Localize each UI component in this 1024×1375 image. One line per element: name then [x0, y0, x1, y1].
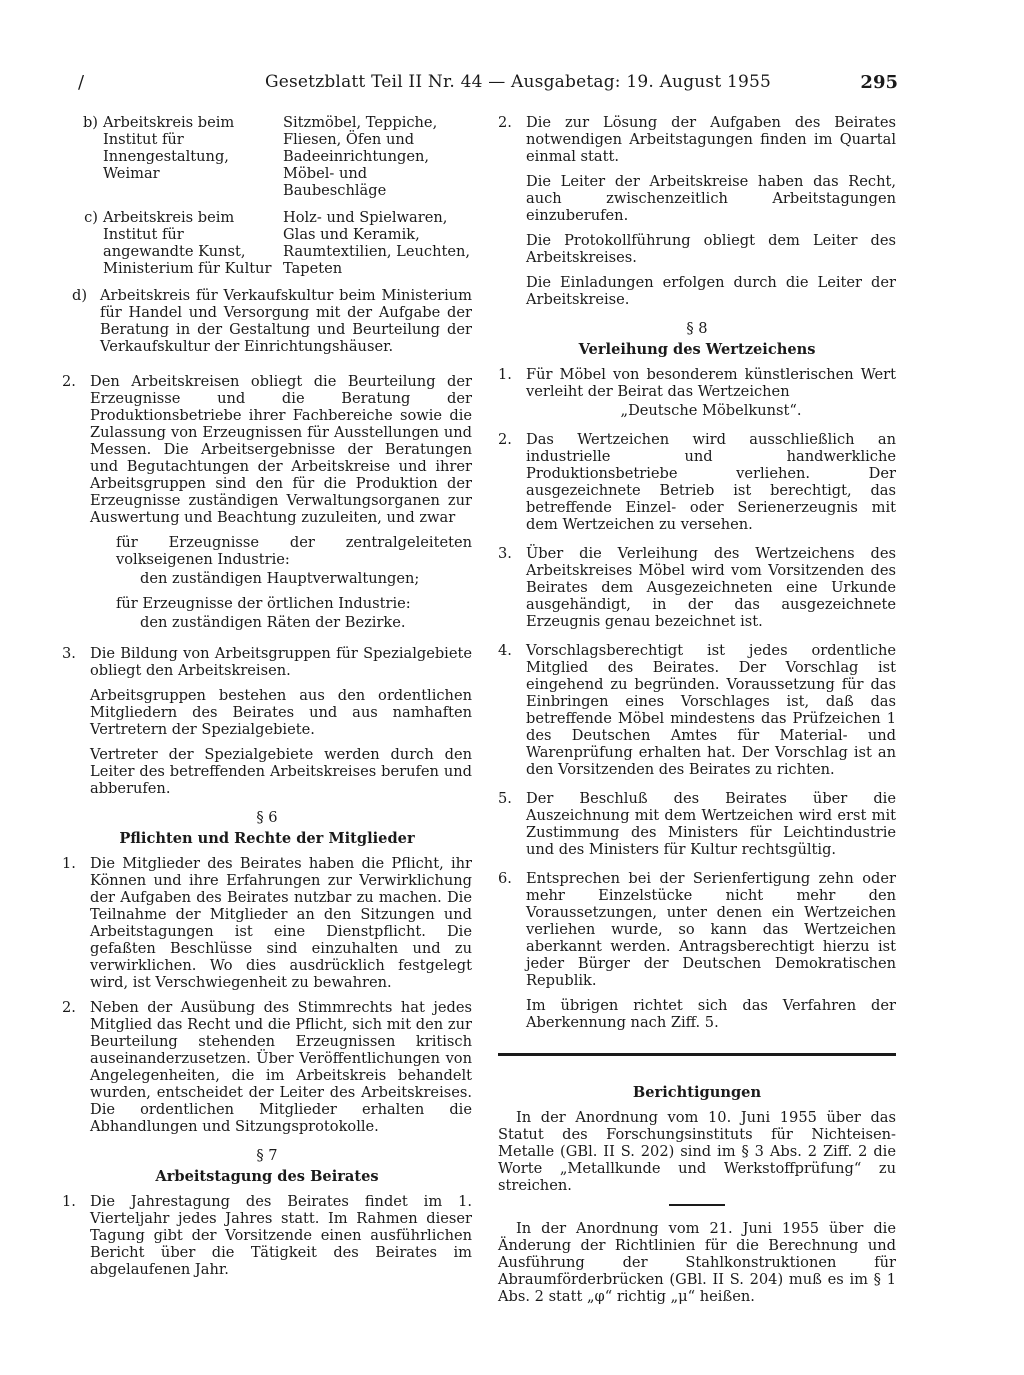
sub-line: den zuständigen Räten der Bezirke. [140, 614, 406, 631]
list-marker: b) [82, 114, 98, 131]
section-heading: Verleihung des Wertzeichens [578, 341, 816, 358]
item-number: 1. [62, 855, 76, 872]
sub-line: für Erzeugnisse der örtlichen Industrie: [116, 595, 411, 612]
list-marker: d) [72, 287, 88, 304]
short-divider [669, 1204, 725, 1206]
item-number: 1. [498, 366, 512, 383]
correction-paragraph: In der Anordnung vom 10. Juni 1955 über das Statut des Forschungsinstituts für Nichteisen-Metalle (GBl. II S. 202) sind im § 3 Abs. 2 Ziff. 2 die Worte „Metallkunde und Werkstoffprüfung“ zu streichen. [498, 1109, 896, 1194]
numbered-item [498, 870, 896, 989]
section-number: § 6 [256, 809, 278, 826]
item-text: Entsprechen bei der Serienfertigung zehn oder mehr Einzelstücke nicht mehr den Voraussetzungen, unter denen ein Wertzeichen verliehen wurde, so kann das Wertzeichen aberkannt werden. Antragsberechtigt hierzu ist jeder Bürger der Deutschen Demokratischen Republik. [526, 870, 896, 989]
right-column [498, 114, 896, 1315]
quoted-name: „Deutsche Möbelkunst“. [620, 402, 802, 419]
paragraph: Die Protokollführung obliegt dem Leiter des Arbeitskreises. [526, 232, 896, 266]
sub-line: den zuständigen Hauptverwaltungen; [140, 570, 420, 587]
list-label: Arbeitskreis beim Institut für angewandte Kunst, Ministerium für Kultur [103, 209, 272, 277]
page-header [78, 72, 898, 98]
item-text: Den Arbeitskreisen obliegt die Beurteilung der Erzeugnisse und die Beratung der Produktionsbetriebe ihrer Fachbereiche sowie die Zulassung von Erzeugnissen für Ausstellungen und Messen. Die Arbeitsergebnisse der Beratungen und Begutachtungen der Arbeitskreise und ihrer Arbeitsgruppen sind den für die Produktion der Erzeugnisse zuständigen Verwaltungsorganen zur Auswertung und Beachtung zuzuleiten, und zwar [90, 373, 472, 526]
item-number: 1. [62, 1193, 76, 1210]
section-number: § 8 [686, 320, 708, 337]
paragraph: Arbeitsgruppen bestehen aus den ordentlichen Mitgliedern des Beirates und aus namhaften Vertretern der Spezialgebiete. [90, 687, 472, 738]
item-text: Die zur Lösung der Aufgaben des Beirates notwendigen Arbeitstagungen finden im Quartal einmal statt. [526, 114, 896, 165]
paragraph: Die Einladungen erfolgen durch die Leiter der Arbeitskreise. [526, 274, 896, 308]
item-number: 6. [498, 870, 512, 887]
numbered-item [498, 366, 896, 400]
section-number: § 7 [256, 1147, 278, 1164]
list-item [72, 287, 472, 355]
item-number: 2. [62, 999, 76, 1016]
item-text: Die Mitglieder des Beirates haben die Pflicht, ihr Können und ihre Erfahrungen zur Verwirklichung der Aufgaben des Beirates nutzbar zu machen. Die Teilnahme der Mitglieder an den Sitzungen und Arbeitstagungen ist eine Dienstpflicht. Die gefaßten Beschlüsse sind einzuhalten und zu verwirklichen. Wo dies ausdrücklich festgelegt wird, ist Verschwiegenheit zu bewahren. [90, 855, 472, 991]
section-heading: Arbeitstagung des Beirates [155, 1168, 379, 1185]
paragraph: Im übrigen richtet sich das Verfahren der Aberkennung nach Ziff. 5. [526, 997, 896, 1031]
corrections-heading: Berichtigungen [632, 1084, 762, 1101]
item-number: 4. [498, 642, 512, 659]
margin-mark: / [78, 72, 85, 93]
item-text: Für Möbel von besonderem künstlerischen Wert verleiht der Beirat das Wertzeichen [526, 366, 896, 400]
list-item [62, 114, 472, 199]
numbered-item [62, 1193, 472, 1278]
item-text: Über die Verleihung des Wertzeichens des Arbeitskreises Möbel wird vom Vorsitzenden des Beirates dem Ausgezeichneten eine Urkunde ausgehändigt, in der das ausgezeichnete Erzeugnis genau bezeichnet ist. [526, 545, 896, 630]
item-number: 2. [62, 373, 76, 390]
left-column [62, 114, 472, 1286]
item-text: Die Jahrestagung des Beirates findet im 1. Vierteljahr jedes Jahres statt. Im Rahmen dieser Tagung gibt der Vorsitzende einen ausführlichen Bericht über die Tätigkeit des Beirates im abgelaufenen Jahr. [90, 1193, 472, 1278]
item-text: Neben der Ausübung des Stimmrechts hat jedes Mitglied das Recht und die Pflicht, sich mit den zur Beurteilung stehenden Erzeugnissen kritisch auseinanderzusetzen. Über Veröffentlichungen von Angelegenheiten, die im Arbeitskreis behandelt wurden, entscheidet der Leiter des Arbeitskreises. Die ordentlichen Mitglieder erhalten die Abhandlungen und Sitzungsprotokolle. [90, 999, 472, 1135]
list-value: Sitzmöbel, Teppiche, Fliesen, Öfen und Badeeinrichtungen, Möbel- und Baubeschläge [283, 114, 438, 199]
numbered-item [62, 999, 472, 1135]
numbered-item [498, 790, 896, 858]
item-text: Vorschlagsberechtigt ist jedes ordentliche Mitglied des Beirates. Der Vorschlag ist eingehend zu begründen. Voraussetzung für das Einbringen eines Vorschlages ist, daß das betreffende Möbel mindestens das Prüfzeichen 1 des Deutschen Amtes für Material- und Warenprüfung erhalten hat. Der Vorschlag ist an den Vorsitzenden des Beirates zu richten. [526, 642, 896, 778]
list-text: Arbeitskreis für Verkaufskultur beim Ministerium für Handel und Versorgung mit der Aufgabe der Beratung in der Gestaltung und Beurteilung der Verkaufskultur der Einrichtungshäuser. [100, 287, 472, 355]
list-value: Holz- und Spielwaren, Glas und Keramik, Raumtextilien, Leuchten, Tapeten [283, 209, 471, 277]
correction-paragraph: In der Anordnung vom 21. Juni 1955 über die Änderung der Richtlinien für die Berechnung und Ausführung der Stahlkonstruktionen für Abraumförderbrücken (GBl. II S. 204) muß es im § 1 Abs. 2 statt „φ“ richtig „μ“ heißen. [498, 1220, 896, 1305]
item-number: 3. [62, 645, 76, 662]
list-marker: c) [84, 209, 98, 226]
section-divider [498, 1053, 896, 1056]
item-number: 3. [498, 545, 512, 562]
paragraph: Vertreter der Spezialgebiete werden durch den Leiter des betreffenden Arbeitskreises berufen und abberufen. [90, 746, 472, 797]
gazette-title: Gesetzblatt Teil II Nr. 44 — Ausgabetag: 19. August 1955 [264, 72, 772, 92]
item-number: 2. [498, 431, 512, 448]
numbered-item [62, 855, 472, 991]
section-heading: Pflichten und Rechte der Mitglieder [119, 830, 415, 847]
item-text: Das Wertzeichen wird ausschließlich an industrielle und handwerkliche Produktionsbetriebe verliehen. Der ausgezeichnete Betrieb ist berechtigt, das betreffende Einzel- oder Serienerzeugnis mit dem Wertzeichen zu versehen. [526, 431, 896, 533]
paragraph: Die Leiter der Arbeitskreise haben das Recht, auch zwischenzeitlich Arbeitstagungen einzuberufen. [526, 173, 896, 224]
page-number: 295 [860, 72, 898, 93]
numbered-item [62, 645, 472, 679]
item-text: Der Beschluß des Beirates über die Auszeichnung mit dem Wertzeichen wird erst mit Zustimmung des Ministers für Leichtindustrie und des Ministers für Kultur rechtsgültig. [526, 790, 896, 858]
numbered-item [498, 545, 896, 630]
numbered-item [498, 431, 896, 533]
list-label: Arbeitskreis beim Institut für Innengestaltung, Weimar [103, 114, 235, 182]
item-number: 2. [498, 114, 512, 131]
numbered-item [498, 114, 896, 165]
item-number: 5. [498, 790, 512, 807]
numbered-item [62, 373, 472, 526]
item-text: Die Bildung von Arbeitsgruppen für Spezialgebiete obliegt den Arbeitskreisen. [90, 645, 472, 679]
numbered-item [498, 642, 896, 778]
sub-line: für Erzeugnisse der zentralgeleiteten volkseigenen Industrie: [116, 534, 472, 568]
list-item [62, 209, 472, 277]
